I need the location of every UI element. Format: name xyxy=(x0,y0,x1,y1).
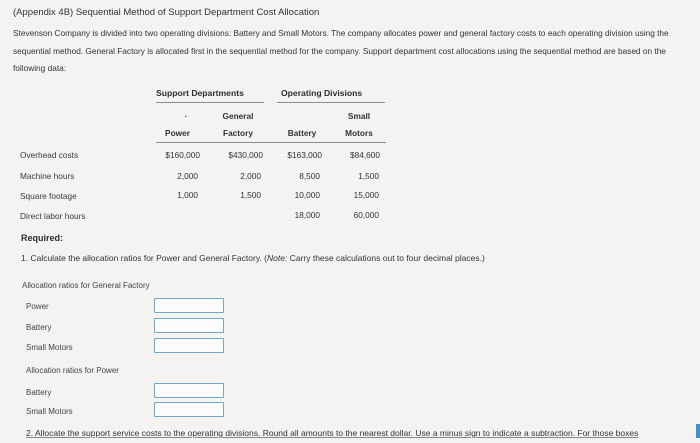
cell-machine-power: 2,000 xyxy=(177,171,198,181)
gf-row-small-motors-label: Small Motors xyxy=(26,343,73,352)
cell-sqft-general: 1,500 xyxy=(240,190,261,200)
cell-machine-battery: 8,500 xyxy=(299,171,320,181)
cell-machine-general: 2,000 xyxy=(240,171,261,181)
question-1-suffix: Carry these calculations out to four decimal places.) xyxy=(287,253,485,263)
row-label-overhead: Overhead costs xyxy=(20,150,79,160)
row-label-direct-labor: Direct labor hours xyxy=(20,211,86,221)
power-ratios-heading: Allocation ratios for Power xyxy=(26,366,119,375)
gf-power-ratio-input[interactable] xyxy=(154,298,224,313)
cell-overhead-battery: $163,000 xyxy=(287,150,322,160)
cell-overhead-power: $160,000 xyxy=(165,150,200,160)
gf-row-power-label: Power xyxy=(26,302,49,311)
problem-description: Stevenson Company is divided into two operating divisions: Battery and Small Motors. The company allocates power and general factory costs to each operating division using the sequential method. General Factory is allocated first in the sequential method for the company. Support department cost allocations using the sequential method are based on the following data: xyxy=(13,28,669,73)
question-1-prefix: 1. Calculate the allocation ratios for Power and General Factory. ( xyxy=(21,253,267,263)
col-general-line1: General xyxy=(222,111,254,121)
operating-header-rule xyxy=(277,102,385,103)
cell-overhead-general: $430,000 xyxy=(228,150,263,160)
col-small-line2: Motors xyxy=(345,128,373,138)
col-battery: Battery xyxy=(287,128,317,138)
edge-input-fragment[interactable] xyxy=(696,424,700,438)
power-small-motors-ratio-input[interactable] xyxy=(154,402,224,417)
cell-labor-small: 60,000 xyxy=(353,210,379,220)
cell-sqft-small: 15,000 xyxy=(353,190,379,200)
cell-overhead-small: $84,600 xyxy=(350,150,380,160)
cell-sqft-battery: 10,000 xyxy=(294,190,320,200)
power-row-small-motors-label: Small Motors xyxy=(26,407,73,416)
question-1 xyxy=(21,253,485,263)
support-header-rule xyxy=(156,102,264,103)
question-2: 2. Allocate the support service costs to the operating divisions. Round all amounts to the nearest dollar. Use a minus sign to indicate a subtraction. For those boxes xyxy=(26,428,639,438)
operating-divisions-header: Operating Divisions xyxy=(281,88,363,98)
power-row-battery-label: Battery xyxy=(26,388,52,397)
gf-small-motors-ratio-input[interactable] xyxy=(154,338,224,353)
tick-mark: · xyxy=(184,111,188,121)
cell-machine-small: 1,500 xyxy=(358,171,379,181)
row-label-machine-hours: Machine hours xyxy=(20,171,75,181)
question-1-note: Note: xyxy=(267,253,288,263)
power-battery-ratio-input[interactable] xyxy=(154,383,224,398)
row-label-square-footage: Square footage xyxy=(20,191,77,201)
gf-ratios-heading: Allocation ratios for General Factory xyxy=(22,281,150,290)
column-header-rule xyxy=(156,142,386,143)
support-departments-header: Support Departments xyxy=(156,88,244,98)
gf-row-battery-label: Battery xyxy=(26,323,52,332)
required-heading: Required: xyxy=(21,233,64,243)
cell-labor-battery: 18,000 xyxy=(294,210,320,220)
cell-sqft-power: 1,000 xyxy=(177,190,198,200)
col-general-line2: Factory xyxy=(223,128,253,138)
gf-battery-ratio-input[interactable] xyxy=(154,318,224,333)
page-title: (Appendix 4B) Sequential Method of Support Department Cost Allocation xyxy=(13,7,320,18)
col-small-line1: Small xyxy=(347,111,371,121)
col-power: Power xyxy=(165,128,190,138)
